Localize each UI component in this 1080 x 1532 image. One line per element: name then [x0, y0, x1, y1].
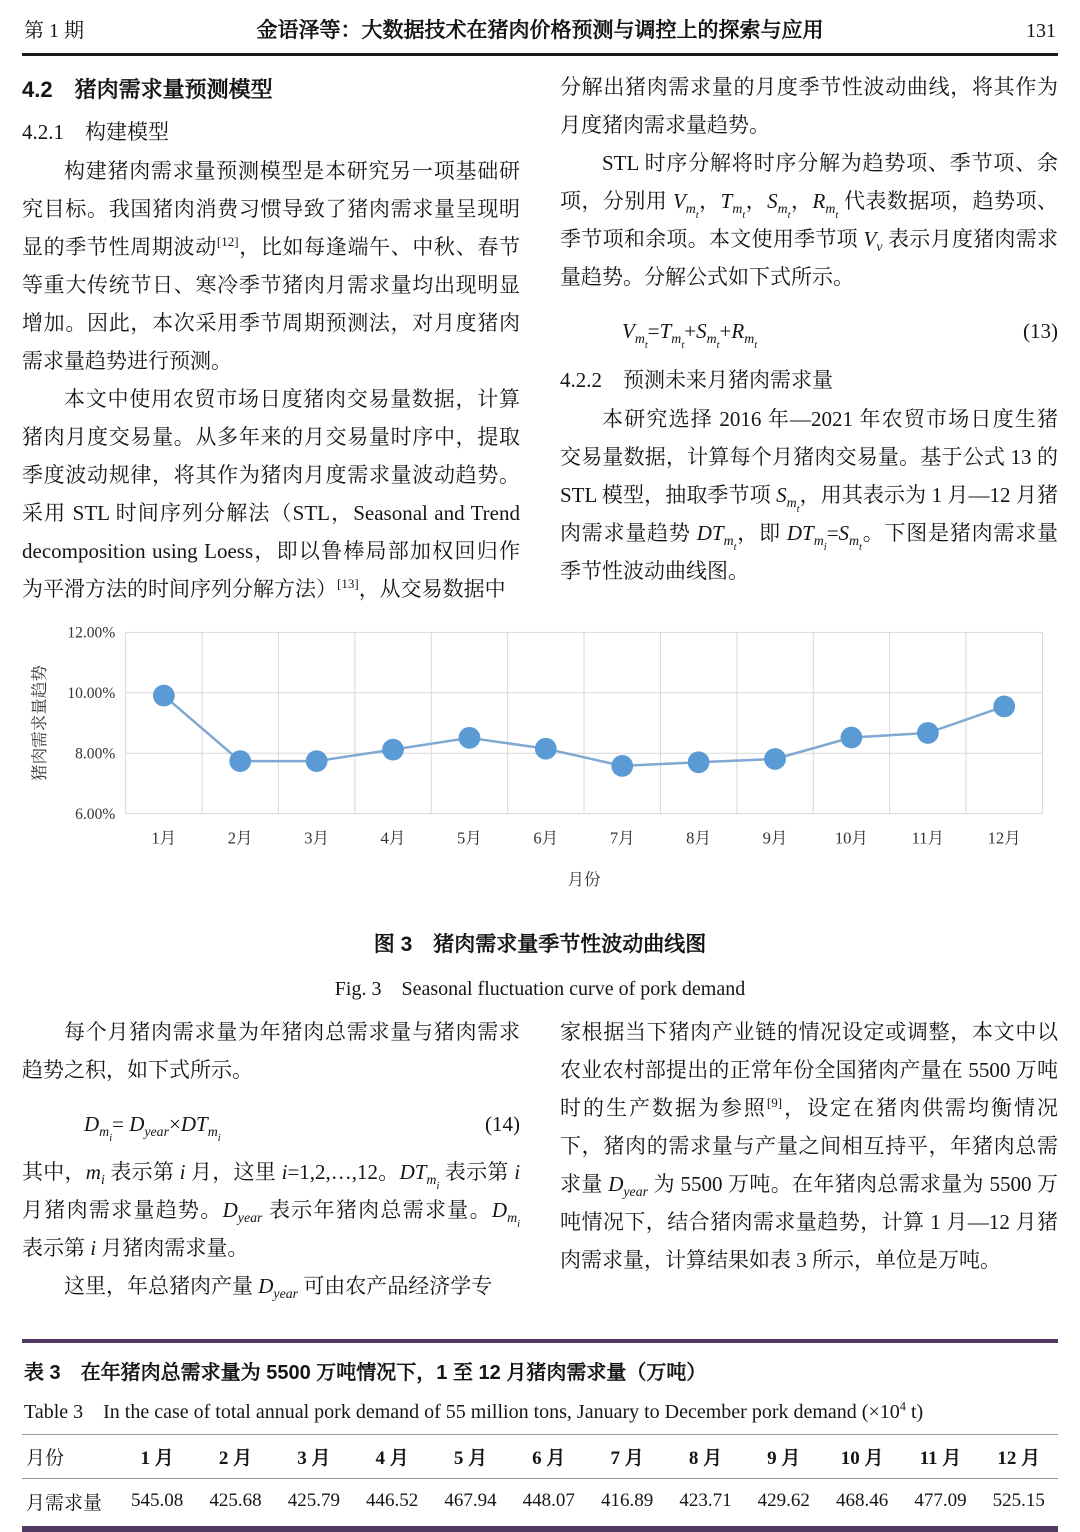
page-header	[22, 6, 1058, 56]
svg-text:11月: 11月	[911, 828, 945, 848]
running-title: 金语泽等：大数据技术在猪肉价格预测与调控上的探索与应用	[256, 19, 824, 42]
seasonal-curve-chart	[22, 622, 1058, 900]
table-value-cell: 423.71	[679, 1490, 732, 1512]
paragraph-dyear: 这里，年总猪肉产量 $D_{year}$ 可由农产品经济学专	[64, 1273, 493, 1301]
figure-caption-en: Fig. 3 Seasonal fluctuation curve of pork demand	[334, 977, 746, 1000]
journal-issue: 第 1 期	[24, 20, 84, 42]
svg-text:12月: 12月	[987, 828, 1021, 848]
paragraph-5500: 家根据当下猪肉产业链的情况设定或调整，本文中以农业农村部提出的正常年份全国猪肉产量在 5500 万吨时的生产数据为参照[9]，设定在猪肉供需均衡情况下，猪肉的需求量与产量之间相互持平，年猪肉总需求量 $D_{year}$ 为 5500 万吨。在年猪肉总需求量为 5500 万吨情况下，结合猪肉需求量趋势，计算 1 月—12 月猪肉需求量，计算结果如表 3 所示，单位是万吨。	[560, 1019, 1059, 1272]
table-caption-cn: 表 3 在年猪肉总需求量为 5500 万吨情况下，1 至 12 月猪肉需求量（万吨）	[24, 1361, 707, 1384]
equation-14-body: $D_{mi}= D_{year}\times DT_{mi}$	[84, 1111, 221, 1144]
table-3-block	[22, 1339, 1058, 1532]
svg-text:2月: 2月	[227, 828, 253, 848]
left-column-lower	[22, 1013, 520, 1305]
equation-14-number: (14)	[485, 1111, 520, 1136]
table-value-cell: 448.07	[522, 1490, 575, 1512]
paragraph-stl-method: 本文中使用农贸市场日度猪肉交易量数据，计算猪肉月度交易量。从多年来的月交易量时序中，提取季度波动规律，将其作为猪肉月度需求量波动趋势。采用 STL 时间序列分解法（STL，Seasonal and Trend decomposition using Loess，即以鲁棒局部加权回归作为平滑方法的时间序列分解方法）[13]，从交易数据中	[22, 387, 520, 601]
svg-text:8月: 8月	[686, 828, 712, 848]
paragraph-build-model: 构建猪肉需求量预测模型是本研究另一项基础研究目标。我国猪肉消费习惯导致了猪肉需求量呈现明显的季节性周期波动[12]，比如每逢端午、中秋、春节等重大传统节日、寒冷季节猪肉月需求量均出现明显增加。因此，本次采用季节周期预测法，对月度猪肉需求量趋势进行预测。	[22, 159, 521, 373]
svg-text:4月: 4月	[380, 828, 406, 848]
table-caption-en: Table 3 In the case of total annual pork demand of 55 million tons, January to December pork demand ($\times 10^4$ t)	[24, 1398, 924, 1423]
table-top-rule	[22, 1339, 1058, 1343]
table-value-cell: 545.08	[131, 1490, 184, 1512]
svg-text:12.00%: 12.00%	[67, 624, 116, 642]
table-header-cell: 3 月	[297, 1447, 331, 1469]
table-value-cell: 429.62	[757, 1490, 810, 1512]
paragraph-stl-terms: STL 时序分解将时序分解为趋势项、季节项、余项，分别用 $V_{mt}$，$T_{mt}$，$S_{mt}$，$R_{mt}$ 代表数据项，趋势项、季节项和余项。本文使用季节项 $V_v$ 表示月度猪肉需求量趋势。分解公式如下式所示。	[560, 151, 1059, 289]
svg-text:10月: 10月	[834, 828, 868, 848]
upper-columns	[22, 68, 1058, 608]
table-header-cell: 12 月	[997, 1447, 1041, 1469]
table-value-cell: 425.79	[287, 1490, 340, 1512]
equation-14	[22, 1105, 520, 1143]
line-chart-svg	[22, 622, 1058, 900]
monthly-demand-table	[22, 1434, 1058, 1526]
table-bottom-rule	[22, 1526, 1058, 1532]
page-number: 131	[1026, 20, 1056, 42]
table-header-cell: 5 月	[453, 1447, 488, 1469]
svg-text:6.00%: 6.00%	[75, 805, 116, 823]
table-header-cell: 4 月	[375, 1447, 409, 1469]
table-value-cell: 525.15	[992, 1490, 1045, 1512]
subsection-heading-4-2-2: 4.2.2 预测未来月猪肉需求量	[560, 368, 833, 392]
table-col-月份: 月份	[26, 1447, 65, 1469]
table-header-cell: 11 月	[919, 1447, 962, 1469]
table-value-cell: 467.94	[444, 1490, 497, 1512]
table-value-cell: 477.09	[914, 1490, 967, 1512]
paragraph-symbols: 其中，$m_i$ 表示第 i 月，这里 i=1,2,…,12。$DT_{mi}$ 表示第 i 月猪肉需求量趋势。$D_{year}$ 表示年猪肉总需求量。$D_{mi}$ 表示第 i 月猪肉需求量。	[22, 1159, 521, 1260]
paragraph-forecast: 本研究选择 2016 年—2021 年农贸市场日度生猪交易量数据，计算每个月猪肉交易量。基于公式 13 的 STL 模型，抽取季节项 $S_{mt}$，用其表示为 1 月—12 月猪肉需求量趋势 $DT_{mt}$，即 $DT_{mi}=S_{mt}$。下图是猪肉需求量季节性波动曲线图。	[560, 407, 1058, 583]
svg-text:7月: 7月	[609, 828, 635, 848]
left-column	[22, 68, 520, 608]
svg-text:9月: 9月	[762, 828, 788, 848]
paragraph-monthly-demand: 每个月猪肉需求量为年猪肉总需求量与猪肉需求趋势之积，如下式所示。	[22, 1019, 520, 1082]
equation-13-number: (13)	[1023, 319, 1058, 343]
section-heading-4-2: 4.2 猪肉需求量预测模型	[22, 77, 273, 102]
svg-text:10.00%: 10.00%	[67, 684, 116, 702]
table-data-row	[22, 1478, 1058, 1526]
paragraph-decompose: 分解出猪肉需求量的月度季节性波动曲线，将其作为月度猪肉需求量趋势。	[560, 75, 1058, 137]
table-value-cell: 416.89	[601, 1490, 654, 1512]
svg-text:月份: 月份	[567, 870, 601, 890]
table-header-cell: 10 月	[840, 1447, 884, 1469]
right-column	[560, 68, 1058, 608]
table-value-cell: 446.52	[366, 1490, 419, 1512]
table-row-label: 月需求量	[26, 1492, 103, 1514]
equation-13	[560, 312, 1058, 350]
table-value-cell: 468.46	[835, 1490, 889, 1512]
figure-3	[22, 622, 1058, 1001]
table-header-cell: 2 月	[218, 1447, 253, 1469]
svg-text:3月: 3月	[304, 828, 330, 848]
equation-13-body: $V_{mt}=T_{mt}+S_{mt}+R_{mt}$	[622, 319, 758, 351]
svg-text:5月: 5月	[457, 828, 482, 848]
table-header-cell: 7 月	[610, 1447, 644, 1469]
svg-text:猪肉需求量趋势: 猪肉需求量趋势	[29, 665, 49, 781]
lower-columns	[22, 1013, 1058, 1305]
table-header-cell: 1 月	[140, 1447, 174, 1469]
right-column-lower	[560, 1013, 1058, 1305]
table-header-cell: 9 月	[767, 1447, 801, 1469]
table-header-row	[22, 1434, 1058, 1478]
figure-caption-cn: 图 3 猪肉需求量季节性波动曲线图	[373, 932, 707, 956]
svg-text:8.00%: 8.00%	[75, 745, 116, 763]
svg-text:1月: 1月	[151, 828, 177, 848]
table-value-cell: 425.68	[209, 1490, 262, 1512]
table-header-cell: 6 月	[532, 1447, 566, 1469]
subsection-heading-4-2-1: 4.2.1 构建模型	[22, 120, 169, 144]
table-header-cell: 8 月	[688, 1447, 723, 1469]
svg-text:6月: 6月	[533, 828, 559, 848]
